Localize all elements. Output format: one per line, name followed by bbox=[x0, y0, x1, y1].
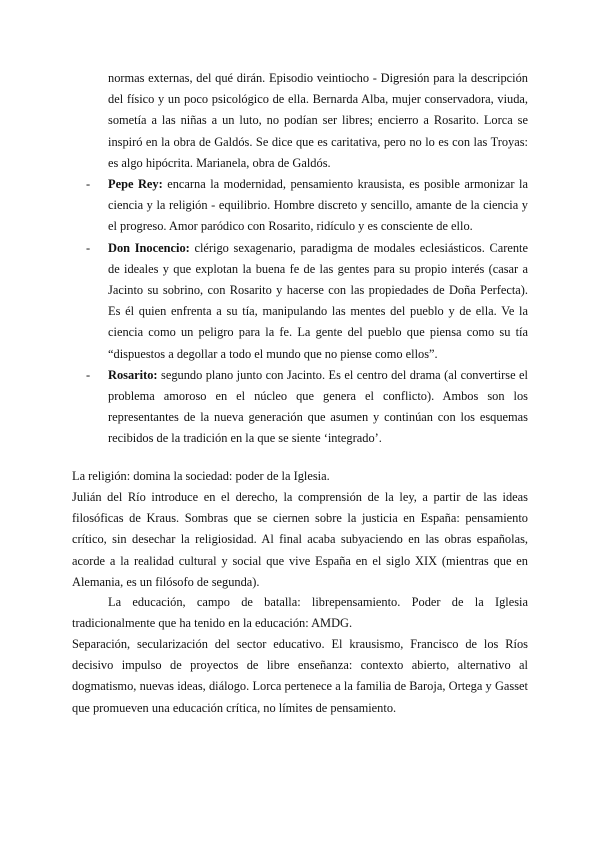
bullet-description: encarna la modernidad, pensamiento krausista, es posible armonizar la ciencia y la religión - equilibrio. Hombre discreto y sencillo, amante de la ciencia y el progreso. Amor paródico con Rosarito, ridículo y es consciente de ello. bbox=[108, 177, 528, 234]
bullet-description: segundo plano junto con Jacinto. Es el centro del drama (al convertirse el problema amoroso en el núcleo que genera el conflicto). Ambos son los representantes de la nueva generación que asumen y continúan con los esquemas recibidos de la tradición en la que se siente ‘integrado’. bbox=[108, 367, 528, 446]
bullet-dash: - bbox=[86, 240, 91, 255]
religion-paragraph: La religión: domina la sociedad: poder de la Iglesia. bbox=[72, 469, 330, 483]
bullet-dash: - bbox=[86, 367, 91, 382]
secularization-paragraph: Separación, secularización del sector educativo. El krausismo, Francisco de los Ríos decisivo impulso de proyectos de libre enseñanza: contexto abierto, alternativo al dogmatismo, nuevas ideas, diálogo. Lorca pertenece a la familia de Baroja, Ortega y Gasset que promueven una educación crítica, no límites de pensamiento. bbox=[72, 637, 528, 715]
julian-del-rio-paragraph: Julián del Río introduce en el derecho, la comprensión de la ley, a partir de las ideas filosóficas de Kraus. Sombras que se ciernen sobre la justicia en España: pensamiento crítico, sin desechar la religiosidad. Al final acaba subyaciendo en las obras españolas, acorde a la realidad cultural y social que vive España en el siglo XIX (mientras que en Alemania, es un filósofo de segunda). bbox=[72, 490, 528, 589]
education-paragraph: La educación, campo de batalla: librepensamiento. Poder de la Iglesia tradicionalmente que ha tenido en la educación: AMDG. bbox=[72, 595, 528, 631]
list-item bbox=[86, 238, 528, 365]
bullet-term: Rosarito: bbox=[108, 367, 158, 382]
list-item bbox=[86, 365, 528, 450]
bullet-term: Pepe Rey: bbox=[108, 177, 163, 191]
bullet-description: clérigo sexagenario, paradigma de modales eclesiásticos. Carente de ideales y que explotan la buena fe de las gentes para su propio interés (casar a Jacinto su sobrino, con Rosarito y hacerse con las propiedades de Doña Perfecta). Es él quien enfrenta a su tía, manipulando las mentes del pueblo y de ella. Ve la ciencia como un peligro para la fe. La gente del pueblo que piensa como su tía “dispuestos a degollar a todo el mundo que no piense como ellos”. bbox=[108, 240, 528, 361]
bullet-continuation-paragraph: normas externas, del qué dirán. Episodio veintiocho - Digresión para la descripción del físico y un poco psicológico de ella. Bernarda Alba, mujer conservadora, viuda, sometía a las niñas a un luto, no podían ser libres; encierro a Rosarito. Lorca se inspiró en la obra de Galdós. Se dice que es caritativa, pero no lo es con las Troyas: es algo hipócrita. Marianela, obra de Galdós. bbox=[108, 71, 528, 170]
bullet-dash: - bbox=[86, 177, 91, 191]
bullet-term: Don Inocencio: bbox=[108, 240, 190, 255]
list-item bbox=[86, 174, 528, 238]
character-bullet-list bbox=[86, 174, 528, 450]
